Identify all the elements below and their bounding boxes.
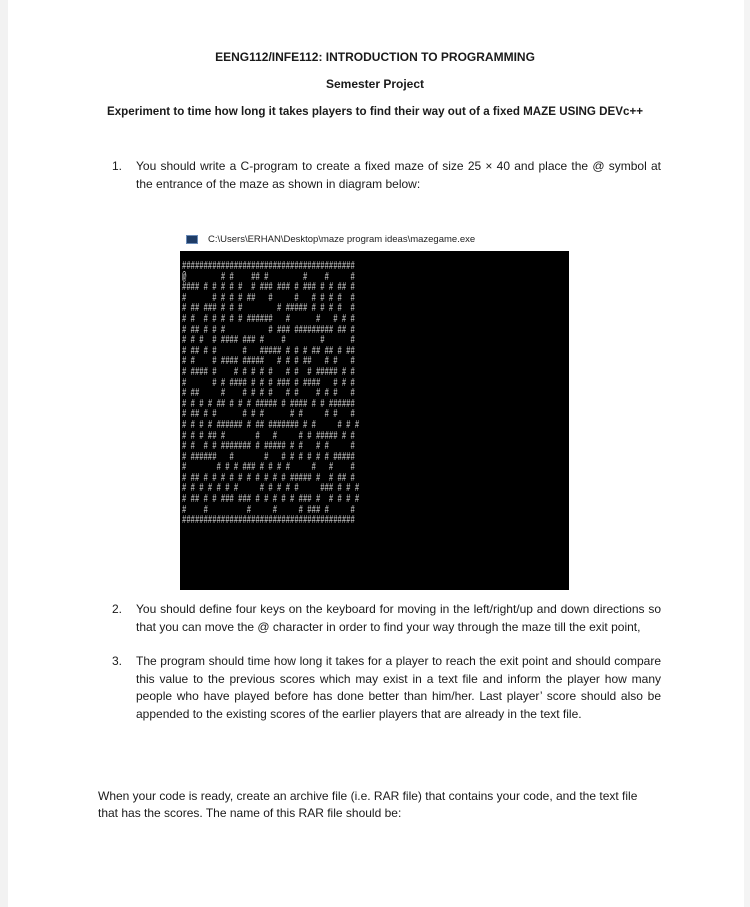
console-app-icon <box>186 235 198 244</box>
maze-row: # ## # # ### ### # # # # # ### # # # # # <box>182 492 360 507</box>
maze-row: # ## # # # # ### ######### ## # <box>182 322 355 337</box>
document-headline: Experiment to time how long it takes players to find their way out of a fixed MAZE USING DEVc++ <box>107 105 643 118</box>
list-item-number: 2. <box>112 602 123 616</box>
maze-row: # # # # ####### # ##### # # # # # <box>182 439 355 454</box>
document-subtitle: Semester Project <box>325 77 425 91</box>
maze-row: # ## # # # ##### # # # ## ## # ## <box>182 343 355 358</box>
maze-row: # # # ## # # # # # ##### # # <box>182 428 355 443</box>
maze-row: # # # # # ### # # <box>182 502 355 517</box>
footer-paragraph: When your code is ready, create an archive file (i.e. RAR file) that contains your code, and the text file that has the scores. The name of this RAR file should be: <box>98 789 638 820</box>
page-edge-left <box>0 0 8 907</box>
maze-row: # # # #### # # # ### # #### # # # <box>182 375 355 390</box>
maze-row: # # # # # # # # # # # # ### # # # <box>182 481 360 496</box>
maze-row: # #### # # # # # # # # # ##### # # <box>182 364 355 379</box>
maze-grid <box>182 261 359 526</box>
maze-row: # # # # # ## # # # # # # # <box>182 290 355 305</box>
maze-row: # ## # # # # # # # # # # <box>182 407 355 422</box>
list-item-text: You should define four keys on the keyboard for moving in the left/right/up and down directions so that you can move the @ character in order to find your way through the maze till the exit point, <box>136 602 661 634</box>
list-item-number: 3. <box>112 654 123 668</box>
maze-row: # ## ### # # # # ##### # # # # # <box>182 301 355 316</box>
list-item-text: The program should time how long it takes for a player to reach the exit point and should compare this value to the previous scores which may exist in a text file and inform the player how many people who have played before has done better than him/her. Last player’ score should also be appended to the existing scores of the earlier players that are already in the text file. <box>136 654 661 721</box>
maze-row: # # # # # # # ###### # # # # # <box>182 311 355 326</box>
maze-row: # ## # # # # # # # # # # ##### # # ## # <box>182 470 355 485</box>
window-titlebar <box>186 231 569 249</box>
maze-row: # # # # ## # # # ##### # #### # # ###### <box>182 396 355 411</box>
maze-row: # # # # ### # # # # # # # <box>182 460 355 475</box>
maze-row: ######################################## <box>182 259 355 273</box>
maze-row: #### # # # # # # ### ### # ### # # ## # <box>182 280 355 295</box>
maze-row: # # # # ###### # ## ####### # # # # # <box>182 417 360 432</box>
maze-row: # # # #### ##### # # # ## # # # <box>182 354 355 369</box>
console-output <box>180 251 569 590</box>
console-window-screenshot <box>180 231 569 590</box>
maze-row: @ # # ## # # # # <box>182 269 355 284</box>
maze-row: # ###### # # # # # # # # ##### <box>182 449 355 464</box>
document-title: EENG112/INFE112: INTRODUCTION TO PROGRAMMING <box>215 50 535 64</box>
list-item-number: 1. <box>112 159 123 173</box>
page-edge-right <box>744 0 750 907</box>
list-item-text: You should write a C-program to create a fixed maze of size 25 × 40 and place the @ symbol at the entrance of the maze as shown in diagram below: <box>136 159 661 191</box>
maze-row: # ## # # # # # # # # # # # <box>182 386 355 401</box>
maze-row: ######################################## <box>182 513 355 528</box>
maze-row: # # # # #### ### # # # # <box>182 333 355 348</box>
window-title: C:\Users\ERHAN\Desktop\maze program ideas\mazegame.exe <box>208 234 476 245</box>
